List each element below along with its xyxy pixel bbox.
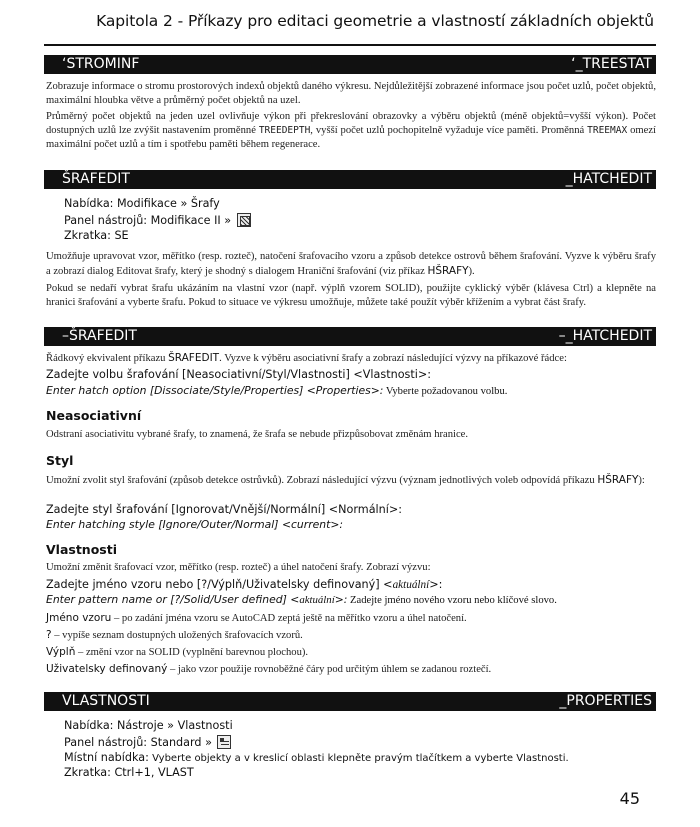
placeholder-current: aktuální <box>392 579 430 591</box>
text: Průměrný počet objektů na jeden uzel ovlivňuje výkon při překreslování obrazovky a výběru objektů (méně objektů=vyšší výkon). Počet dostupných uzlů lze zvýšit nastavením proměnné <box>46 111 656 136</box>
option-keyword: ? <box>46 629 52 641</box>
vlastnosti-prompt-en <box>46 593 656 608</box>
text: Vyberte požadovanou volbu. <box>383 386 508 397</box>
command-name-en: _HATCHEDIT <box>565 171 652 187</box>
edit-hatch-icon <box>237 213 251 227</box>
vlastnosti-prompt-cz <box>46 578 656 592</box>
variable-name: TREEDEPTH <box>258 125 311 136</box>
command-keyword: HŠRAFY <box>427 265 469 277</box>
option-uzivatelsky <box>46 662 656 677</box>
vlastnosti-text: Umožní změnit šrafovací vzor, měřítko (resp. rozteč) a úhel natočení šrafy. Zobrazí výzvu: <box>46 562 431 573</box>
text: Zadejte jméno nového vzoru nebo klíčové slovo. <box>347 595 557 606</box>
variable-name: TREEMAX <box>587 125 628 136</box>
strominf-paragraph-1: Zobrazuje informace o stromu prostorových indexů objektů daného výkresu. Nejdůležitější zobrazené informace jsou počet uzlů, počet objektů, maximální hloubka větve a průměrný počet objektů na uzel. <box>46 81 656 106</box>
text: Řádkový ekvivalent příkazu <box>46 353 169 364</box>
chapter-header: Kapitola 2 - Příkazy pro editaci geometrie a vlastností základních objektů <box>96 12 654 30</box>
text: ). <box>468 266 475 277</box>
vlastnosti-shortcut: Zkratka: Ctrl+1, VLAST <box>64 766 194 779</box>
srafedit-shortcut: Zkratka: SE <box>64 229 129 242</box>
text: Enter hatch option [Dissociate/Style/Properties] <Properties>: <box>46 384 384 397</box>
text: Vyberte objekty a v kreslicí oblasti klepněte pravým tlačítkem a vyberte Vlastnosti. <box>148 753 569 764</box>
option-keyword: Jméno vzoru <box>46 612 112 624</box>
placeholder-current: aktuální <box>299 594 335 606</box>
srafedit-menu-path: Nabídka: Modifikace » Šrafy <box>64 197 220 210</box>
text: Místní nabídka: <box>64 751 149 764</box>
srafedit-paragraph-2: Pokud se nedaří vybrat šrafu ukázáním na vlastní vzor (např. výplň vzorem SOLID), použijte cyklický výběr (klávesa Ctrl) a klepněte na hranici šrafování a vyberte šrafu. Pokud to situace ve výkresu umožňuje, můžete také použít výběr křížením a vybrat část šrafy. <box>46 283 656 308</box>
page-number: 45 <box>619 789 640 808</box>
subheading-vlastnosti: Vlastnosti <box>46 542 117 557</box>
prompt-cz: Zadejte volbu šrafování [Neasociativní/Styl/Vlastnosti] <Vlastnosti>: <box>46 368 432 381</box>
option-keyword: Výplň <box>46 646 76 658</box>
command-keyword: HŠRAFY <box>597 474 639 486</box>
text: . Vyzve k výběru asociativní šrafy a zobrazí následující výzvy na příkazové řádce: <box>219 353 567 364</box>
command-name-cz: –ŠRAFEDIT <box>62 328 137 344</box>
styl-prompt-en: Enter hatching style [Ignore/Outer/Normal] <current>: <box>46 518 344 531</box>
command-keyword: ŠRAFEDIT <box>168 352 220 364</box>
srafedit-toolbar-path <box>64 213 251 229</box>
subheading-neasociativni: Neasociativní <box>46 408 142 423</box>
option-keyword: Uživatelsky definovaný <box>46 663 168 675</box>
text: >: <box>334 593 348 606</box>
properties-icon <box>217 735 231 749</box>
command-bar-srafedit <box>44 170 656 189</box>
text: Enter pattern name or [?/Solid/User defined] < <box>46 593 300 606</box>
command-bar-vlastnosti <box>44 692 656 711</box>
command-name-cz: VLASTNOSTI <box>62 693 150 709</box>
text: – po zadání jména vzoru se AutoCAD zeptá ještě na měřítko vzoru a úhel natočení. <box>111 613 467 624</box>
subheading-styl: Styl <box>46 453 74 468</box>
neasociativni-text: Odstraní asociativitu vybrané šrafy, to znamená, že šrafa se nebude přizpůsobovat změnám hranice. <box>46 429 469 440</box>
text: Umožní zvolit styl šrafování (způsob detekce ostrůvků). Zobrazí následující výzvu (význam jednotlivých voleb odpovídá příkazu <box>46 475 598 486</box>
text: >: <box>429 578 443 591</box>
text: , vyšší počet uzlů pochopitelně vyžaduje více paměti. Proměnná <box>310 125 588 136</box>
option-vyplni <box>46 645 656 660</box>
text: – jako vzor použije rovnoběžné čáry pod určitým úhlem se zadanou roztečí. <box>167 664 492 675</box>
strominf-paragraph-2 <box>46 110 656 152</box>
command-name-en: –_HATCHEDIT <box>558 328 652 344</box>
command-name-en: ‘_TREESTAT <box>571 56 652 72</box>
text: – změní vzor na SOLID (vyplnění barevnou plochou). <box>75 647 309 658</box>
text: ): <box>638 475 645 486</box>
styl-text <box>46 473 656 488</box>
header-rule <box>44 44 656 46</box>
command-bar-srafedit-cmdline <box>44 327 656 346</box>
prompt-en <box>46 384 656 399</box>
text: Panel nástrojů: Modifikace II » <box>64 214 232 227</box>
command-name-cz: ŠRAFEDIT <box>62 171 130 187</box>
option-question <box>46 628 656 643</box>
srafedit-paragraph-1 <box>46 250 656 279</box>
srafedit-cmd-intro <box>46 351 656 366</box>
text: Zadejte jméno vzoru nebo [?/Výplň/Uživatelsky definovaný] < <box>46 578 393 591</box>
command-name-en: _PROPERTIES <box>559 693 652 709</box>
vlastnosti-context-menu <box>64 751 569 767</box>
command-name-cz: ‘STROMINF <box>62 56 140 72</box>
command-bar-strominf <box>44 55 656 74</box>
vlastnosti-toolbar-path <box>64 735 231 751</box>
vlastnosti-menu-path: Nabídka: Nástroje » Vlastnosti <box>64 719 233 732</box>
text: Panel nástrojů: Standard » <box>64 736 212 749</box>
styl-prompt-cz: Zadejte styl šrafování [Ignorovat/Vnější/Normální] <Normální>: <box>46 503 402 516</box>
text: omezí maximální počet uzlů a tím i spotřebu paměti během regenerace. <box>46 125 656 150</box>
option-jmeno-vzoru <box>46 611 656 626</box>
text: – vypíše seznam dostupných uložených šrafovacích vzorů. <box>51 630 303 641</box>
text: Umožňuje upravovat vzor, měřítko (resp. rozteč), natočení šrafovacího vzoru a způsob detekce ostrovů během šrafování. Vyzve k výběru šrafy a zobrazí dialog Editovat šrafy, který je shodný s dialogem Hraniční šrafování (viz příkaz <box>46 251 656 277</box>
